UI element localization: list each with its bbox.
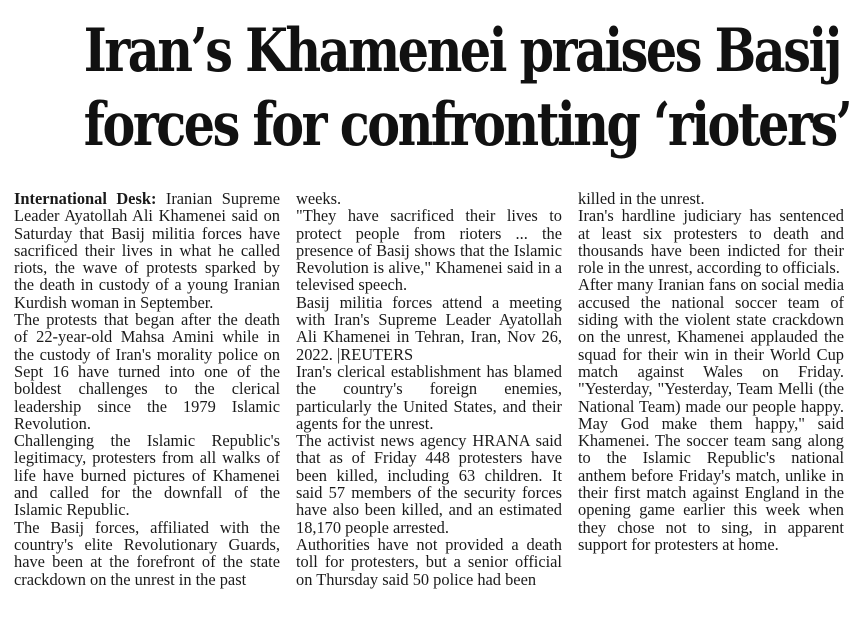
article-body [14, 190, 844, 588]
column-3 [578, 190, 844, 588]
column-1 [14, 190, 280, 588]
paragraph: killed in the unrest. [578, 189, 705, 208]
paragraph: Challenging the Islamic Republic's legitimacy, protesters from all walks of life have burned pictures of Khamenei and called for the downfall of the Islamic Republic. [14, 431, 280, 520]
headline-line-1: Iran’s Khamenei praises Basij [83, 16, 841, 86]
paragraph: The activist news agency HRANA said that as of Friday 448 protesters have been killed, including 63 children. It said 57 members of the security forces have also been killed, and an estimated 18,170 people arrested. [296, 431, 562, 537]
paragraph: Authorities have not provided a death toll for protesters, but a senior official on Thursday said 50 police had been [296, 534, 562, 589]
paragraph: Iran's clerical establishment has blamed the country's foreign enemies, particularly the United States, and their agents for the unrest. [296, 361, 562, 433]
paragraph: Iran's hardline judiciary has sentenced at least six protesters to death and thousands have been indicted for their role in the unrest, according to officials. [578, 206, 844, 278]
paragraph: "They have sacrificed their lives to protect people from rioters ... the presence of Basij shows that the Islamic Revolution is alive," Khamenei said in a televised speech. [296, 206, 562, 295]
paragraph: The Basij forces, affiliated with the country's elite Revolutionary Guards, have been at the forefront of the state crackdown on the unrest in the past [14, 517, 280, 589]
photo-caption: Basij militia forces attend a meeting with Iran's Supreme Leader Ayatollah Ali Khamenei in Tehran, Iran, Nov 26, 2022. |REUTERS [296, 292, 562, 364]
paragraph: weeks. [296, 189, 342, 208]
paragraph: The protests that began after the death of 22-year-old Mahsa Amini while in the custody of Iran's morality police on Sept 16 have turned into one of the boldest challenges to the clerical leadership since the 1979 Islamic Revolution. [14, 310, 280, 433]
column-2 [296, 190, 562, 588]
headline-line-2: forces for confronting ‘rioters’ [83, 90, 851, 160]
paragraph: After many Iranian fans on social media accused the national soccer team of siding with the violent state crackdown on the unrest, Khamenei applauded the squad for their win in their World Cup match against Wales on Friday. "Yesterday, "Yesterday, Team Melli (the National Team) made our people happy. May God make them happy," said Khamenei. The soccer team sang along to the Islamic Republic's national anthem before Friday's match, unlike in their first match against England in the opening game earlier this week when they chose not to sing, in apparent support for protesters at home. [578, 275, 844, 554]
paragraph: International Desk: Iranian Supreme Leader Ayatollah Ali Khamenei said on Saturday that Basij militia forces have sacrificed their lives in what he called riots, the wave of protests sparked by the death in custody of a young Iranian Kurdish woman in September. [14, 189, 280, 312]
dateline: International Desk: [14, 189, 157, 208]
headline [0, 0, 858, 162]
